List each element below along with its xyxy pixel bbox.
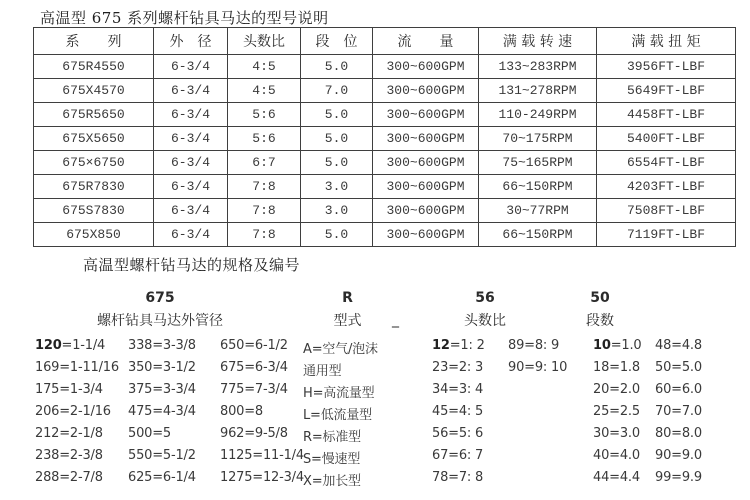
table-cell: 675X4570	[34, 79, 154, 103]
code-cell: 675=6-3/4	[220, 360, 288, 375]
code-cell: 23=2: 3	[432, 360, 484, 375]
code-cell: 99=9.9	[655, 470, 702, 485]
table-cell: 6-3/4	[154, 175, 228, 199]
code-cell: 500=5	[128, 426, 171, 441]
code-cell: 10=1.0	[593, 338, 642, 353]
table-cell: 6554FT-LBF	[597, 151, 736, 175]
column-header: 系 列	[34, 28, 154, 55]
table-cell: 3956FT-LBF	[597, 55, 736, 79]
code-cell: 20=2.0	[593, 382, 640, 397]
column-header: 段 位	[301, 28, 373, 55]
table-cell: 3.0	[301, 199, 373, 223]
code-cell: 206=2-1/16	[35, 404, 111, 419]
code-part-type	[295, 290, 400, 330]
code-cell: 12=1: 2	[432, 338, 485, 353]
code-cell: 78=7: 8	[432, 470, 484, 485]
code-cell: 120=1-1/4	[35, 338, 106, 353]
code-cell: 1275=12-3/4	[220, 470, 304, 485]
table-cell: 7:8	[228, 223, 301, 247]
code-cell: 625=6-1/4	[128, 470, 196, 485]
table-cell: 675×6750	[34, 151, 154, 175]
table-cell: 4:5	[228, 79, 301, 103]
table-cell: 5649FT-LBF	[597, 79, 736, 103]
code-cell: 44=4.4	[593, 470, 640, 485]
table-cell: 66~150RPM	[479, 223, 597, 247]
code-cell: 338=3-3/8	[128, 338, 196, 353]
code-cell: 212=2-1/8	[35, 426, 103, 441]
table-cell: 300~600GPM	[373, 127, 479, 151]
table-cell: 7.0	[301, 79, 373, 103]
table-cell: 4203FT-LBF	[597, 175, 736, 199]
code-value: 56	[475, 290, 495, 306]
table-cell: 6-3/4	[154, 79, 228, 103]
code-cell: H=高流量型	[303, 386, 375, 401]
code-cell: 45=4: 5	[432, 404, 484, 419]
table-cell: 75~165RPM	[479, 151, 597, 175]
table-row	[34, 127, 736, 151]
code-cell: 56=5: 6	[432, 426, 484, 441]
code-cell: R=标准型	[303, 430, 361, 445]
table-cell: 675R4550	[34, 55, 154, 79]
code-cell: 775=7-3/4	[220, 382, 288, 397]
column-header: 满 载 扭 矩	[597, 28, 736, 55]
section1-title: 高温型 675 系列螺杆钻具马达的型号说明	[40, 9, 329, 27]
code-cell: 48=4.8	[655, 338, 702, 353]
table-cell: 6-3/4	[154, 199, 228, 223]
code-cell: 475=4-3/4	[128, 404, 196, 419]
code-cell: 67=6: 7	[432, 448, 484, 463]
table-row	[34, 79, 736, 103]
spec-table-header-row	[34, 28, 736, 55]
table-cell: 675R7830	[34, 175, 154, 199]
section2-title: 高温型螺杆钻马达的规格及编号	[83, 256, 301, 274]
table-cell: 7:8	[228, 199, 301, 223]
code-cell: 238=2-3/8	[35, 448, 103, 463]
code-cell: 650=6-1/2	[220, 338, 288, 353]
code-value: 50	[590, 290, 610, 306]
table-cell: 6-3/4	[154, 151, 228, 175]
code-cell: 90=9.0	[655, 448, 702, 463]
code-cell: 550=5-1/2	[128, 448, 196, 463]
code-cell: 30=3.0	[593, 426, 640, 441]
spec-table	[33, 27, 736, 247]
table-cell: 675X850	[34, 223, 154, 247]
code-cell: 800=8	[220, 404, 263, 419]
table-cell: 3.0	[301, 175, 373, 199]
underscore-mark: _	[392, 312, 399, 328]
table-cell: 675X5650	[34, 127, 154, 151]
column-header: 流 量	[373, 28, 479, 55]
code-cell: L=低流量型	[303, 408, 372, 423]
code-cell: 25=2.5	[593, 404, 640, 419]
table-cell: 5.0	[301, 151, 373, 175]
code-cell: 169=1-11/16	[35, 360, 119, 375]
table-cell: 6-3/4	[154, 223, 228, 247]
code-cell: 18=1.8	[593, 360, 640, 375]
code-cell: 1125=11-1/4	[220, 448, 304, 463]
table-cell: 300~600GPM	[373, 151, 479, 175]
table-cell: 30~77RPM	[479, 199, 597, 223]
code-cell: 80=8.0	[655, 426, 702, 441]
column-header: 外 径	[154, 28, 228, 55]
code-cell: A=空气/泡沫	[303, 342, 378, 357]
code-label: 型式	[333, 313, 362, 329]
table-cell: 7119FT-LBF	[597, 223, 736, 247]
table-cell: 7:8	[228, 175, 301, 199]
code-label: 头数比	[464, 313, 506, 329]
code-cell: X=加长型	[303, 474, 361, 489]
table-cell: 4458FT-LBF	[597, 103, 736, 127]
table-row	[34, 175, 736, 199]
code-cell: 350=3-1/2	[128, 360, 196, 375]
table-cell: 6-3/4	[154, 103, 228, 127]
column-header: 头数比	[228, 28, 301, 55]
table-cell: 5400FT-LBF	[597, 127, 736, 151]
table-row	[34, 151, 736, 175]
code-cell: 89=8: 9	[508, 338, 560, 353]
code-cell: 60=6.0	[655, 382, 702, 397]
table-row	[34, 199, 736, 223]
code-value: R	[342, 290, 353, 306]
code-part-lobe-ratio	[425, 290, 545, 330]
code-part-stages	[540, 290, 660, 330]
table-cell: 675R5650	[34, 103, 154, 127]
code-cell: 70=7.0	[655, 404, 702, 419]
code-cell: 175=1-3/4	[35, 382, 103, 397]
table-cell: 131~278RPM	[479, 79, 597, 103]
code-cell: 40=4.0	[593, 448, 640, 463]
code-value: 675	[145, 290, 175, 306]
code-part-outer-diameter	[85, 290, 235, 330]
table-cell: 66~150RPM	[479, 175, 597, 199]
table-cell: 300~600GPM	[373, 55, 479, 79]
code-label: 段数	[586, 313, 614, 329]
column-header: 满 载 转 速	[479, 28, 597, 55]
table-cell: 5.0	[301, 103, 373, 127]
code-cell: 288=2-7/8	[35, 470, 103, 485]
table-cell: 6-3/4	[154, 55, 228, 79]
table-cell: 300~600GPM	[373, 223, 479, 247]
table-row	[34, 55, 736, 79]
code-cell: 375=3-3/4	[128, 382, 196, 397]
table-cell: 5.0	[301, 127, 373, 151]
table-cell: 300~600GPM	[373, 175, 479, 199]
code-cell: 962=9-5/8	[220, 426, 288, 441]
table-cell: 300~600GPM	[373, 103, 479, 127]
code-cell: 90=9: 10	[508, 360, 568, 375]
table-cell: 5.0	[301, 55, 373, 79]
table-cell: 133~283RPM	[479, 55, 597, 79]
table-cell: 675S7830	[34, 199, 154, 223]
table-cell: 300~600GPM	[373, 79, 479, 103]
table-cell: 5:6	[228, 127, 301, 151]
table-cell: 300~600GPM	[373, 199, 479, 223]
code-cell: 通用型	[303, 364, 342, 379]
code-cell: S=慢速型	[303, 452, 361, 467]
table-row	[34, 103, 736, 127]
table-cell: 110-249RPM	[479, 103, 597, 127]
code-cell: 34=3: 4	[432, 382, 484, 397]
table-row	[34, 223, 736, 247]
table-cell: 7508FT-LBF	[597, 199, 736, 223]
table-cell: 5:6	[228, 103, 301, 127]
table-cell: 4:5	[228, 55, 301, 79]
table-cell: 5.0	[301, 223, 373, 247]
code-cell: 50=5.0	[655, 360, 702, 375]
table-cell: 6-3/4	[154, 127, 228, 151]
code-label: 螺杆钻具马达外管径	[97, 313, 223, 329]
table-cell: 70~175RPM	[479, 127, 597, 151]
table-cell: 6:7	[228, 151, 301, 175]
